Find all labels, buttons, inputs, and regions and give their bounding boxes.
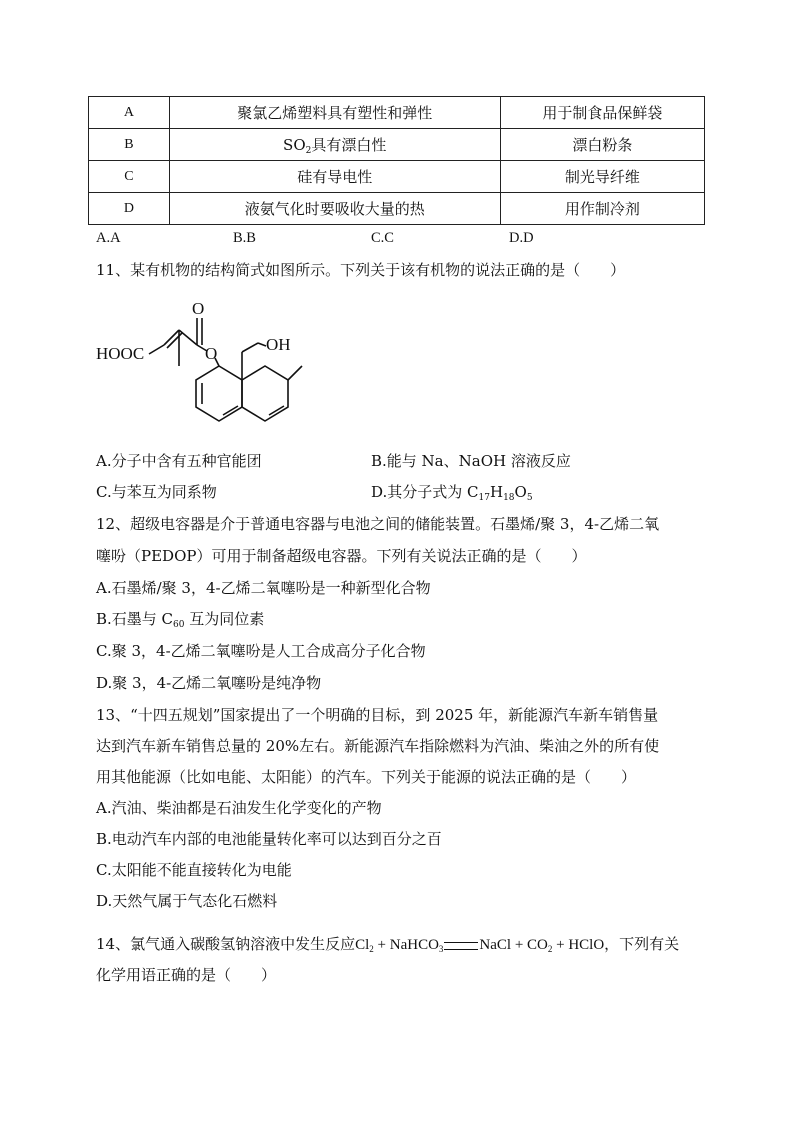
q12-option-a[interactable]: A.石墨烯/聚 3，4-乙烯二氧噻吩是一种新型化合物: [96, 579, 431, 597]
option-text: B.石墨与 C: [96, 610, 174, 628]
subscript: 3: [438, 944, 444, 954]
row-property: 聚氯乙烯塑料具有塑性和弹性: [169, 97, 500, 129]
structure-diagram: [94, 296, 314, 446]
eq-text: + NaHCO: [373, 937, 439, 953]
q11-stem: 11、某有机物的结构简式如图所示。下列关于该有机物的说法正确的是（ ）: [96, 261, 626, 279]
q10-option-c[interactable]: C.C: [371, 230, 394, 246]
q11-option-c[interactable]: C.与苯互为同系物: [96, 483, 217, 501]
q11-option-b[interactable]: B.能与 Na、NaOH 溶液反应: [371, 452, 571, 470]
q14-stem-line1: [96, 934, 679, 959]
q10-option-b[interactable]: B.B: [233, 230, 256, 246]
q10-option-d[interactable]: D.D: [509, 230, 534, 246]
row-property: [169, 129, 500, 161]
subscript: 2: [369, 944, 374, 954]
table-row: [89, 193, 705, 225]
q12-stem-line1: 12、超级电容器是介于普通电容器与电池之间的储能装置。石墨烯/聚 3，4-乙烯二氧: [96, 515, 660, 533]
q10-option-a[interactable]: A.A: [96, 230, 121, 246]
q12-option-c[interactable]: C.聚 3，4-乙烯二氧噻吩是人工合成高分子化合物: [96, 642, 426, 660]
q11-option-a[interactable]: A.分子中含有五种官能团: [96, 452, 262, 470]
subscript: 5: [526, 493, 533, 503]
q13-stem-line1: 13、“十四五规划”国家提出了一个明确的目标，到 2025 年，新能源汽车新车销售量: [96, 706, 659, 724]
row-property: 硅有导电性: [169, 161, 500, 193]
q11-option-d[interactable]: [371, 482, 533, 508]
property-text: 具有漂白性: [311, 135, 387, 154]
stem-text: ，下列有关: [604, 935, 680, 953]
row-label: C: [89, 161, 170, 193]
eq-text: Cl: [355, 937, 370, 953]
row-use: 漂白粉条: [500, 129, 704, 161]
q12-option-b[interactable]: [96, 609, 264, 635]
table-row: [89, 129, 705, 161]
subscript: 60: [173, 620, 185, 630]
q13-option-a[interactable]: A.汽油、柴油都是石油发生化学变化的产物: [96, 799, 382, 817]
row-label: A: [89, 97, 170, 129]
subscript: 2: [547, 944, 553, 954]
q12-stem-line2: 噻吩（PEDOP）可用于制备超级电容器。下列有关说法正确的是（ ）: [96, 547, 587, 565]
row-use: 用于制食品保鲜袋: [500, 97, 704, 129]
row-use: 制光导纤维: [500, 161, 704, 193]
table-row: [89, 161, 705, 193]
q12-option-d[interactable]: D.聚 3，4-乙烯二氧噻吩是纯净物: [96, 674, 322, 692]
option-text: O: [514, 483, 527, 501]
row-property: 液氨气化时要吸收大量的热: [169, 193, 500, 225]
eq-text: + HClO: [552, 937, 605, 953]
subscript: 18: [503, 493, 515, 503]
subscript: 2: [305, 145, 312, 156]
stem-text: 14、氯气通入碳酸氢钠溶液中发生反应: [96, 935, 356, 953]
carbonyl-o-label: O: [192, 299, 205, 318]
row-label: B: [89, 129, 170, 161]
option-text: 互为同位素: [184, 610, 265, 628]
q13-option-b[interactable]: B.电动汽车内部的电池能量转化率可以达到百分之百: [96, 830, 442, 848]
row-label: D: [89, 193, 170, 225]
option-text: D.其分子式为 C: [371, 483, 479, 501]
reaction-equation: [355, 937, 604, 953]
formula-so: SO: [283, 135, 306, 154]
option-text: H: [489, 483, 504, 501]
q14-stem-line2: 化学用语正确的是（ ）: [96, 966, 277, 984]
row-use: 用作制冷剂: [500, 193, 704, 225]
equals-sign: [444, 942, 478, 950]
options-table: [88, 96, 705, 225]
acid-label: HOOC: [96, 344, 145, 363]
eq-text: NaCl + CO: [479, 937, 548, 953]
q13-option-d[interactable]: D.天然气属于气态化石燃料: [96, 892, 278, 910]
q13-stem-line3: 用其他能源（比如电能、太阳能）的汽车。下列关于能源的说法正确的是（ ）: [96, 768, 637, 786]
subscript: 17: [478, 493, 490, 503]
table-row: [89, 97, 705, 129]
ester-o-label: O: [205, 344, 218, 363]
q13-option-c[interactable]: C.太阳能不能直接转化为电能: [96, 861, 292, 879]
hydroxyl-label: OH: [266, 335, 291, 354]
q13-stem-line2: 达到汽车新车销售总量的 20%左右。新能源汽车指除燃料为汽油、柴油之外的所有使: [96, 737, 660, 755]
